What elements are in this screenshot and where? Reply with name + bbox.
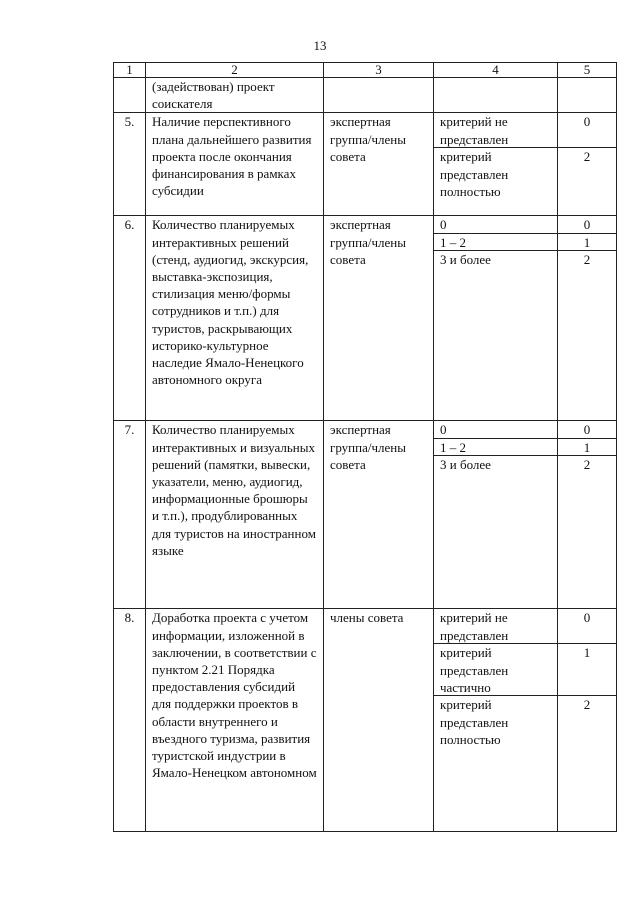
option-score: 0 [583,217,591,233]
option-label: критерий не представлен [440,610,509,643]
option-label: 0 [440,422,447,438]
option-score: 2 [558,455,616,608]
header-cell-4: 4 [434,63,558,78]
table-row [114,421,617,609]
options-labels [434,421,558,609]
option-score: 0 [583,114,591,130]
option-label: критерий представлен полностью [434,695,557,831]
table-row-continuation [114,78,617,113]
option-label: 1 – 2 [434,233,557,250]
options-labels [434,216,558,421]
options-scores [558,421,617,609]
header-row [114,63,617,78]
page-number: 13 [313,38,327,53]
option-label: 3 и более [434,455,557,608]
option-score: 2 [558,147,616,215]
criterion-text: Доработка проекта с учетом информации, изложенной в заключении, в соответствии с пунктом 2.21 Порядка предоставления субсидий для поддержки проектов в области внутреннего и въездного туризма, развития туристской индустрии в Ямало-Ненецком автономном [146,609,324,832]
option-score: 1 [558,233,616,250]
table-row [114,113,617,216]
option-score: 0 [583,610,591,626]
evaluator-text: экспертная группа/члены совета [324,113,434,216]
header-cell-1: 1 [114,63,146,78]
criterion-text: Количество планируемых интерактивных и визуальных решений (памятки, вывески, указатели, меню, аудиогид, информационные брошюры и т.п.), продублированных для туристов на иностранном языке [146,421,324,609]
criteria-table [113,62,617,832]
option-score: 2 [558,250,616,420]
options-labels [434,609,558,832]
evaluator-text: экспертная группа/члены совета [324,216,434,421]
option-label [434,78,558,113]
header-cell-2: 2 [146,63,324,78]
option-label: 1 – 2 [434,438,557,455]
evaluator-text: члены совета [324,609,434,832]
criterion-text: Количество планируемых интерактивных решений (стенд, аудиогид, экскурсия, выставка-экспозиция, стилизация меню/формы сотрудников и т.п.) для туристов, раскрывающих историко-культурное наследие Ямало-Ненецкого автономного округа [146,216,324,421]
evaluator-text [324,78,434,113]
options-scores [558,609,617,832]
option-score: 0 [583,422,591,438]
option-score: 1 [558,643,616,695]
options-labels [434,113,558,216]
header-cell-3: 3 [324,63,434,78]
option-label: 3 и более [434,250,557,420]
option-score: 1 [558,438,616,455]
option-label: критерий представлен частично [434,643,557,695]
header-cell-5: 5 [558,63,617,78]
options-scores [558,113,617,216]
options-scores [558,216,617,421]
row-number: 7. [114,421,146,609]
option-score: 2 [558,695,616,831]
option-score [558,78,617,113]
evaluator-text: экспертная группа/члены совета [324,421,434,609]
option-label: критерий представлен полностью [434,147,557,215]
option-label: критерий не представлен [440,114,509,147]
row-number: 5. [114,113,146,216]
table-row [114,216,617,421]
row-number: 6. [114,216,146,421]
criterion-text: (задействован) проект соискателя [146,78,324,113]
row-number: 8. [114,609,146,832]
table-row [114,609,617,832]
criterion-text: Наличие перспективного плана дальнейшего развития проекта после окончания финансирования в рамках субсидии [146,113,324,216]
option-label: 0 [440,217,447,233]
row-number [114,78,146,113]
